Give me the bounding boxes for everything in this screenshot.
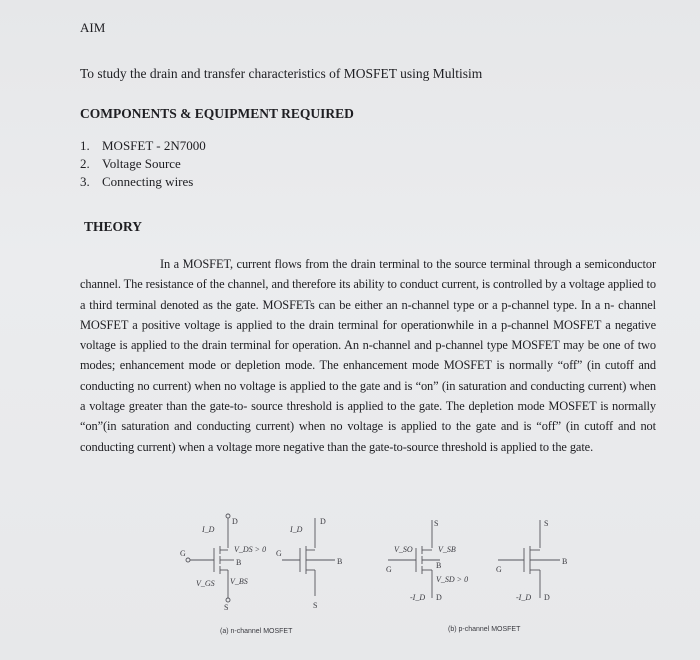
gate-label: G <box>276 549 282 558</box>
theory-paragraph: In a MOSFET, current flows from the drain terminal to the source terminal through a semiconductor channel. The resistance of the channel, and therefore its ability to conduct current, is controlled by a voltage applied to a third terminal denoted as the gate. MOSFETs can be either an n-channel type or a p-channel type. In a n- channel MOSFET a positive voltage is applied to the drain terminal for operationwhile in a p-channel MOSFET a negative voltage is applied to the drain terminal for operation. An n-channel and p-channel type MOSFET may be one of two modes; enhancement mode or depletion mode. The enhancement mode MOSFET is normally “off” (in cutoff and conducting no current) when no voltage is applied to the gate and is “on” (in saturation and conducting current) when a voltage greater than the gate-to- source threshold is applied to the gate. The depletion mode MOSFET is normally “on”(in saturation and conducting current) when no voltage is applied to the gate and is “off” (in cutoff and not conducting current) when a voltage more negative than the gate-to-source threshold is applied to the gate. <box>80 257 656 454</box>
source-label: S <box>313 601 318 610</box>
vgs-label: V_GS <box>196 579 215 588</box>
list-item: 1. MOSFET - 2N7000 <box>80 138 206 153</box>
drain-label: D <box>436 593 442 602</box>
source-label: S <box>544 519 549 528</box>
drain-label: D <box>320 517 326 526</box>
p-channel-symbol-1 <box>388 520 440 598</box>
current-label: -I_D <box>410 593 426 602</box>
vso-label: V_SO <box>394 545 413 554</box>
body-label: B <box>562 557 568 566</box>
drain-label: D <box>232 517 238 526</box>
source-label: S <box>434 519 439 528</box>
gate-label: G <box>180 549 186 558</box>
gate-label: G <box>386 565 392 574</box>
aim-heading: AIM <box>80 20 106 35</box>
caption-n-channel: (a) n-channel MOSFET <box>220 628 293 635</box>
current-label: I_D <box>290 525 303 534</box>
gate-label: G <box>496 565 502 574</box>
theory-heading: THEORY <box>84 219 143 234</box>
source-label: S <box>224 603 229 612</box>
body-label: B <box>436 561 442 570</box>
body-label: B <box>236 558 242 567</box>
components-list <box>80 137 206 191</box>
mosfet-diagram <box>150 510 600 645</box>
p-channel-symbol-2 <box>498 520 560 598</box>
drain-label: D <box>544 593 550 602</box>
current-label: -I_D <box>516 593 532 602</box>
vbs-label: V_BS <box>230 577 248 586</box>
vsb-label: V_SB <box>438 545 456 554</box>
list-item: 2. Voltage Source <box>80 156 181 171</box>
current-label: I_D <box>202 525 215 534</box>
vsd-label: V_SD > 0 <box>436 575 469 584</box>
vds-label: V_DS > 0 <box>234 545 267 554</box>
list-item: 3. Connecting wires <box>80 174 194 189</box>
body-label: B <box>337 557 343 566</box>
caption-p-channel: (b) p-channel MOSFET <box>448 626 521 633</box>
components-heading: COMPONENTS & EQUIPMENT REQUIRED <box>80 106 354 121</box>
aim-text: To study the drain and transfer characteristics of MOSFET using Multisim <box>80 66 483 81</box>
